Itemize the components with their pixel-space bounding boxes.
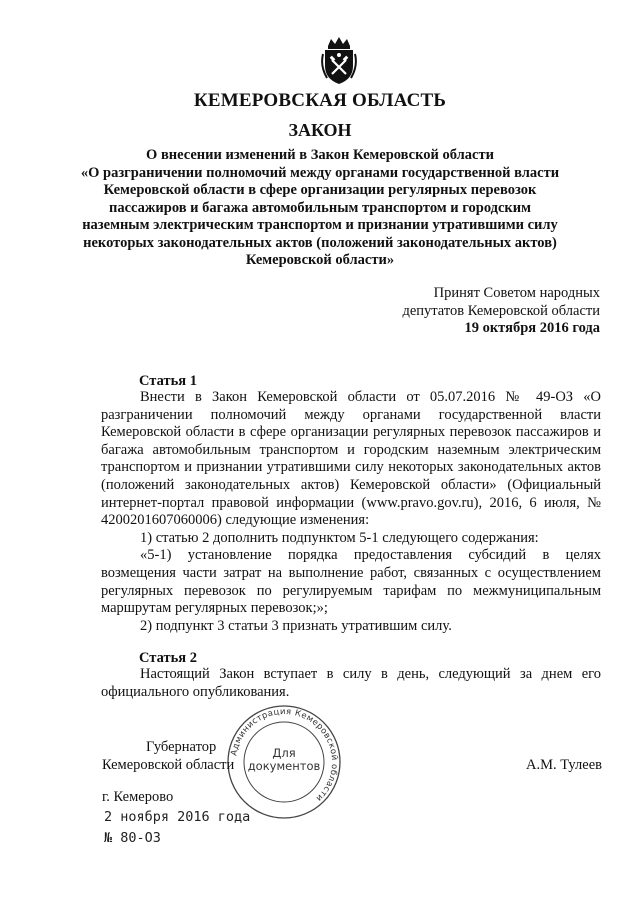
title-line: пассажиров и багажа автомобильным транспортом и городским	[108, 199, 532, 216]
region-heading: КЕМЕРОВСКАЯ ОБЛАСТЬ	[193, 90, 447, 111]
article-1-paragraph: 1) статью 2 дополнить подпунктом 5-1 следующего содержания:	[140, 529, 539, 546]
coat-of-arms-emblem	[319, 36, 359, 86]
law-title	[0, 147, 640, 270]
title-line: некоторых законодательных актов (положений законодательных актов)	[83, 234, 557, 251]
article-1-heading: Статья 1	[139, 373, 197, 389]
article-2-body	[101, 666, 601, 701]
signatory-position	[102, 738, 234, 774]
article-2-paragraph: Настоящий Закон вступает в силу в день, следующий за днем его официального опубликования.	[101, 666, 601, 700]
signatory-name: А.М. Тулеев	[526, 757, 602, 773]
title-line: «О разграничении полномочий между органами государственной власти	[80, 164, 560, 181]
article-2-heading: Статья 2	[139, 650, 197, 666]
article-1-paragraph: «5-1) установление порядка предоставления субсидий в целях возмещения части затрат на выполнение работ, связанных с осуществлением регулярных перевозок по регулируемым тарифам по межмуниципальным маршрутам регулярных перевозок;»;	[101, 547, 601, 617]
stamp-ring-text: Администрация Кемеровской области	[229, 706, 340, 804]
title-line: наземным электрическим транспортом и признании утратившими силу	[82, 217, 558, 233]
law-number: № 80-ОЗ	[104, 830, 161, 846]
adopted-by-line: Принят Советом народных	[433, 285, 600, 301]
signatory-title: Губернатор	[146, 739, 217, 755]
article-1-paragraph: 2) подпункт 3 статьи 3 признать утратившим силу.	[140, 617, 452, 634]
title-line: О внесении изменений в Закон Кемеровской области	[146, 147, 494, 163]
official-stamp	[225, 703, 343, 821]
title-line: Кемеровской области»	[245, 252, 395, 268]
title-line: Кемеровской области в сфере организации регулярных перевозок	[103, 182, 537, 198]
stamp-inner-line: документов	[247, 759, 321, 773]
article-1-body	[101, 389, 601, 635]
stamp-inner-line: Для	[272, 746, 296, 760]
signing-date: 2 ноября 2016 года	[104, 809, 251, 825]
article-1-paragraph: Внести в Закон Кемеровской области от 05.07.2016 № 49-ОЗ «О разграничении полномочий между органами государственной власти Кемеровской области в сфере организации регулярных перевозок пассажиров и багажа автомобильным транспортом и городским наземным электрическим транспортом и признании утратившими силу некоторых законодательных актов (положений законодательных актов) Кемеровской области» (Официальный интернет-портал правовой информации (www.pravo.gov.ru), 2016, 6 июля, № 4200201607060006) следующие изменения:	[101, 389, 601, 529]
adoption-block	[300, 285, 600, 338]
law-heading: ЗАКОН	[288, 120, 352, 140]
signatory-region: Кемеровской области	[102, 757, 235, 773]
place-of-signing: г. Кемерово	[102, 789, 174, 805]
adopted-by-line: депутатов Кемеровской области	[402, 302, 600, 319]
adoption-date: 19 октября 2016 года	[464, 320, 600, 336]
